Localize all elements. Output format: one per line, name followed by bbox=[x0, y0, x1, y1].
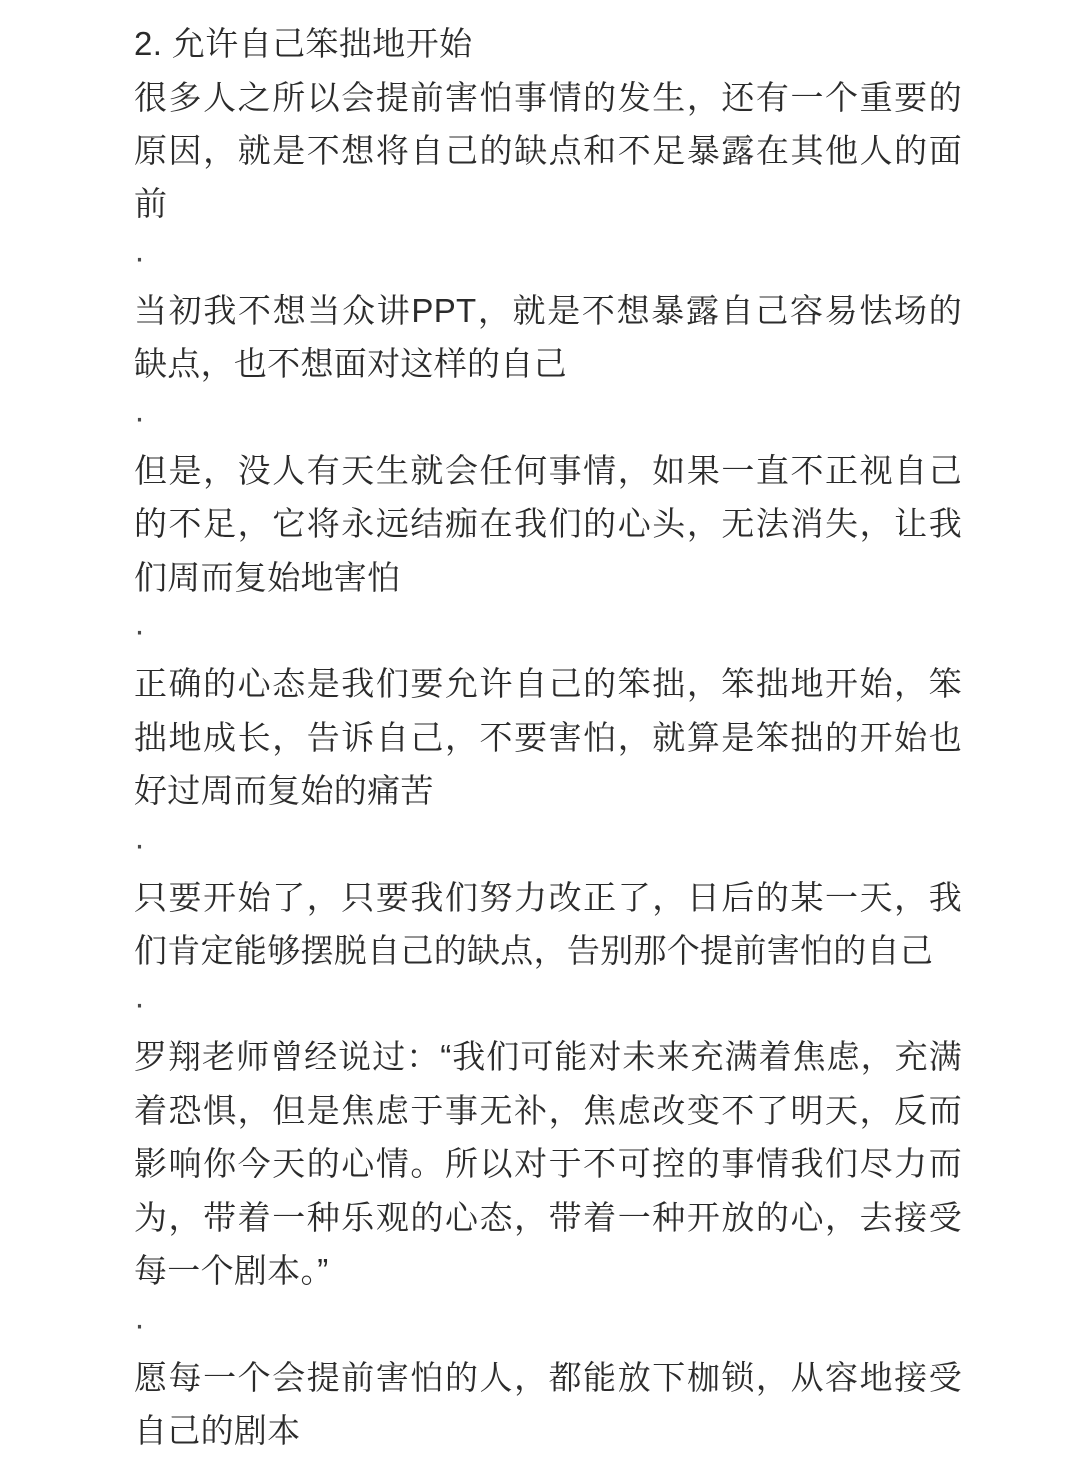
section-heading: 2. 允许自己笨拙地开始 bbox=[134, 25, 473, 62]
paragraph-3: 但是，没人有天生就会任何事情，如果一直不正视自己的不足，它将永远结痂在我们的心头，无法消失，让我们周而复始地害怕 bbox=[134, 451, 962, 596]
paragraph-separator: · bbox=[134, 612, 145, 650]
paragraph-separator: · bbox=[134, 985, 145, 1023]
paragraph-4: 正确的心态是我们要允许自己的笨拙，笨拙地开始，笨拙地成长，告诉自己，不要害怕，就算是笨拙的开始也好过周而复始的痛苦 bbox=[134, 665, 962, 810]
paragraph-2: 当初我不想当众讲PPT，就是不想暴露自己容易怯场的缺点，也不想面对这样的自己 bbox=[134, 291, 962, 383]
paragraph-1: 很多人之所以会提前害怕事情的发生，还有一个重要的原因，就是不想将自己的缺点和不足暴露在其他人的面前 bbox=[134, 78, 962, 223]
paragraph-separator: · bbox=[134, 825, 145, 863]
paragraph-6-quote: 罗翔老师曾经说过：“我们可能对未来充满着焦虑，充满着恐惧，但是焦虑于事无补，焦虑改变不了明天，反而影响你今天的心情。所以对于不可控的事情我们尽力而为，带着一种乐观的心态，带着一种开放的心，去接受每一个剧本。” bbox=[134, 1038, 962, 1290]
paragraph-separator: · bbox=[134, 1305, 145, 1343]
paragraph-7-closing: 愿每一个会提前害怕的人，都能放下枷锁，从容地接受自己的剧本 bbox=[134, 1358, 962, 1450]
paragraph-separator: · bbox=[134, 398, 145, 436]
paragraph-separator: · bbox=[134, 238, 145, 276]
paragraph-5: 只要开始了，只要我们努力改正了，日后的某一天，我们肯定能够摆脱自己的缺点，告别那个提前害怕的自己 bbox=[134, 878, 962, 969]
